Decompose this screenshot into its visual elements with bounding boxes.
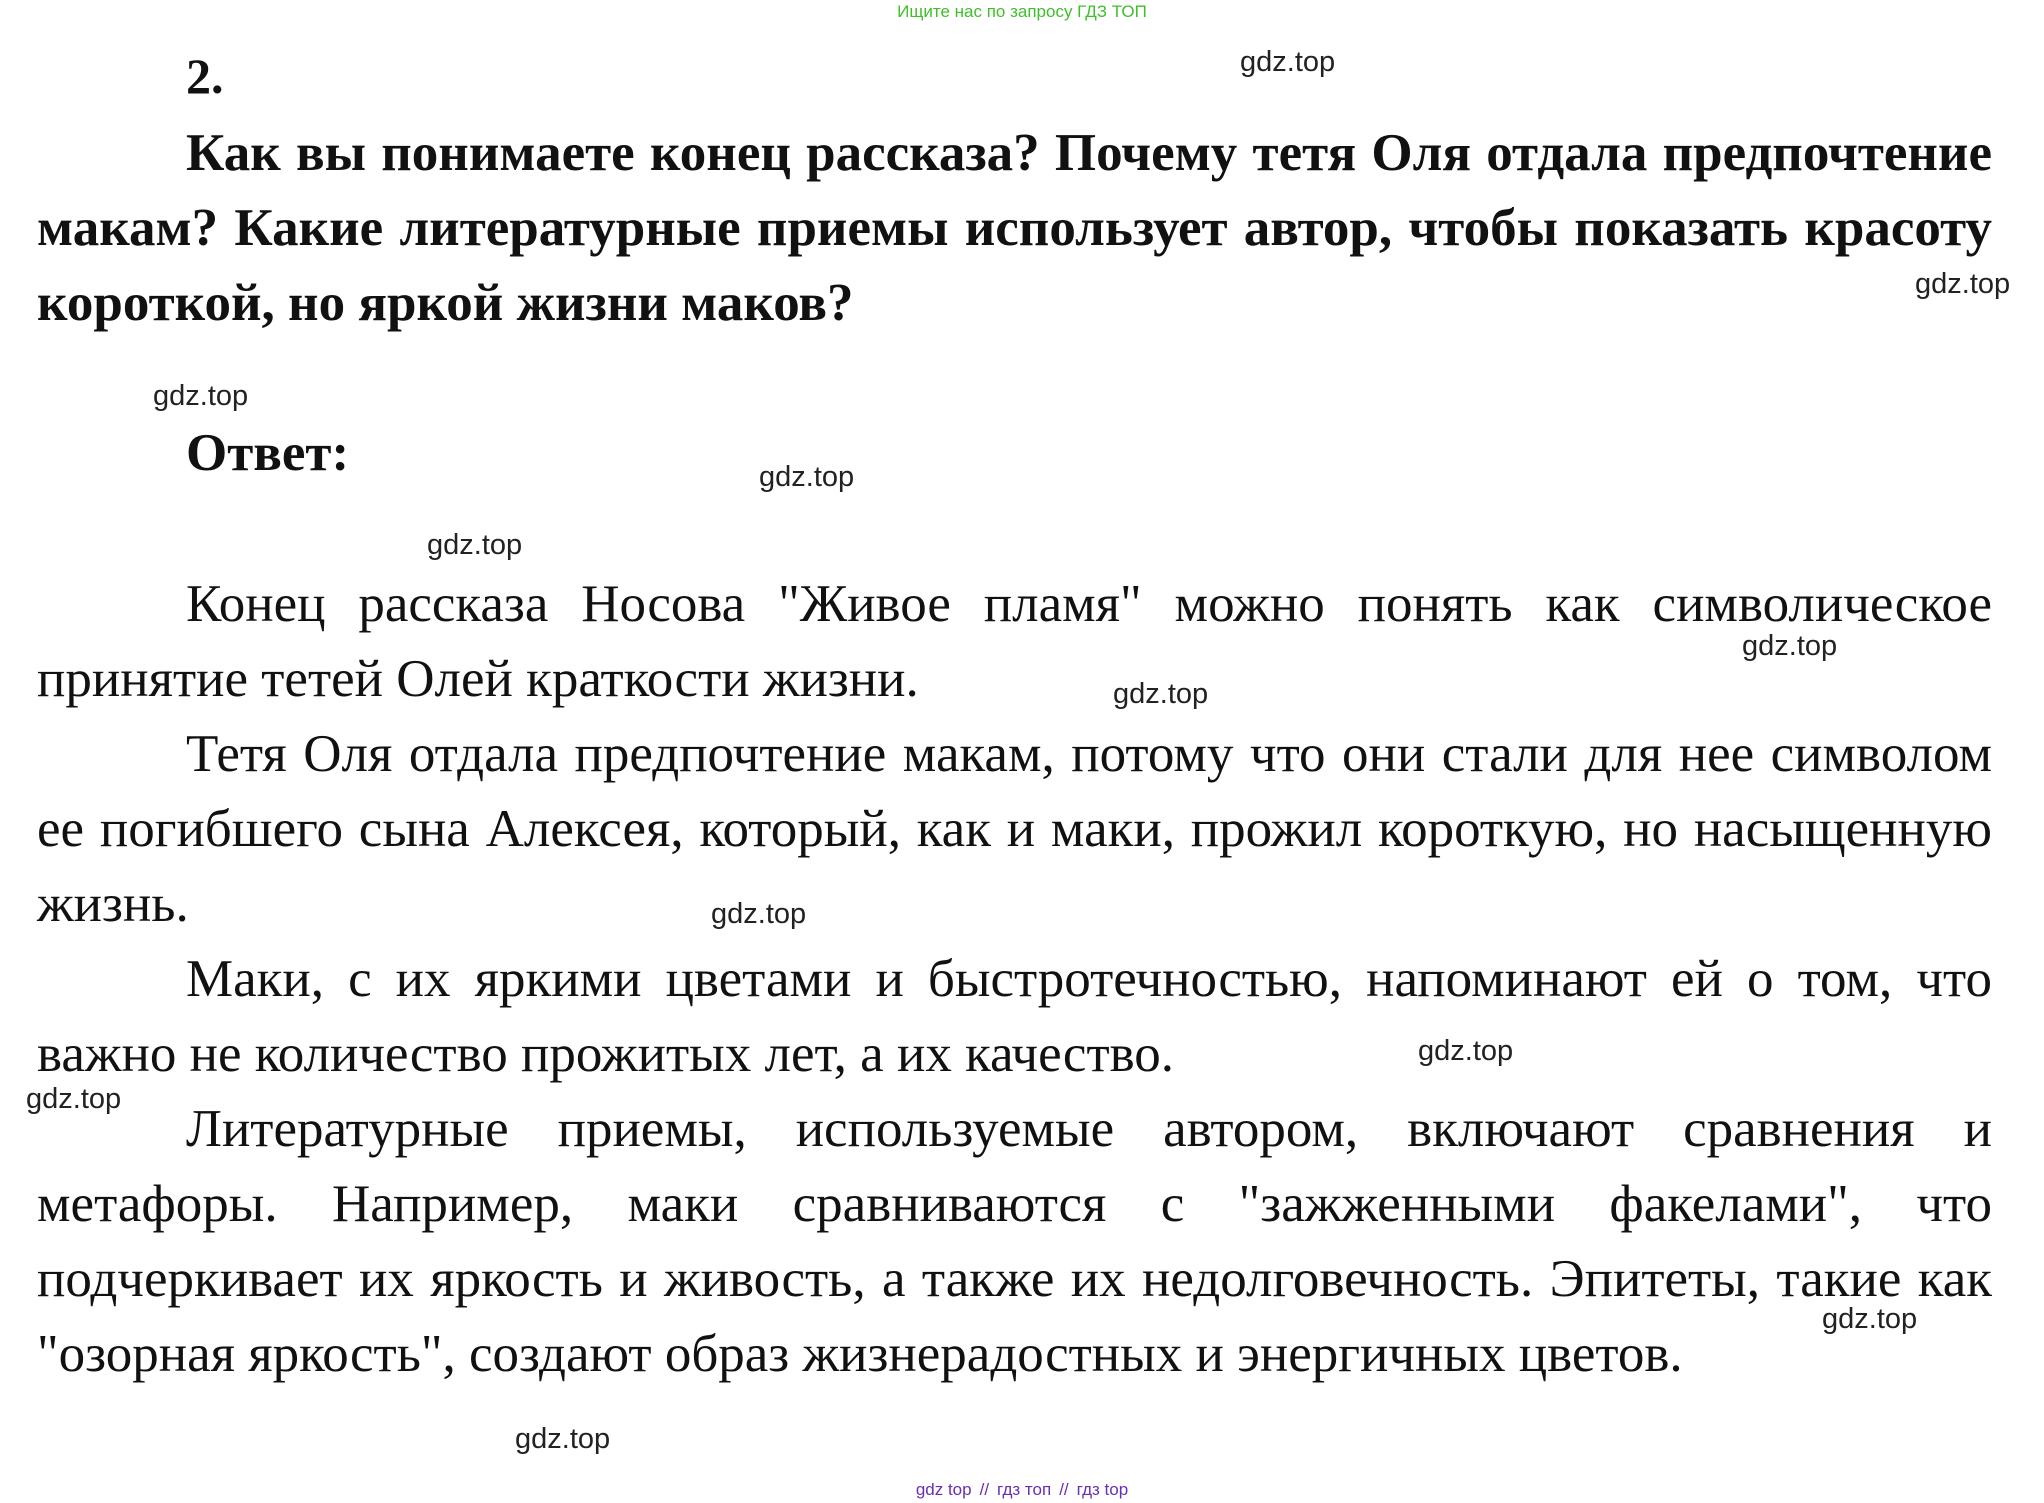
watermark: gdz.top bbox=[427, 529, 523, 561]
watermark: gdz.top bbox=[1915, 268, 2011, 300]
watermark: gdz.top bbox=[26, 1083, 122, 1115]
watermark: gdz.top bbox=[1418, 1035, 1514, 1067]
answer-paragraph: Тетя Оля отдала предпочтение макам, потому что они стали для нее символом ее погибшего сына Алексея, который, как и маки, прожил короткую, но насыщенную жизнь. bbox=[37, 725, 1992, 933]
footer-separator: // bbox=[979, 1480, 990, 1499]
footer-separator: // bbox=[1059, 1480, 1069, 1499]
footer-links bbox=[0, 1480, 2044, 1500]
answer-body bbox=[37, 567, 1992, 1392]
watermark: gdz.top bbox=[1113, 678, 1209, 710]
watermark: gdz.top bbox=[153, 380, 249, 412]
watermark: gdz.top bbox=[1742, 630, 1838, 662]
answer-paragraph: Конец рассказа Носова "Живое пламя" можно понять как символическое принятие тетей Олей краткости жизни. bbox=[37, 575, 1992, 708]
task-number: 2. bbox=[186, 48, 224, 104]
answer-paragraph: Литературные приемы, используемые автором, включают сравнения и метафоры. Например, маки сравниваются с "зажженными факелами", что подчеркивает их яркость и живость, а также их недолговечность. Эпитеты, такие как "озорная яркость", создают образ жизнерадостных и энергичных цветов. bbox=[37, 1100, 1992, 1383]
task-question: Как вы понимаете конец рассказа? Почему тетя Оля отдала предпочтение макам? Какие литературные приемы использует автор, чтобы показать красоту короткой, но яркой жизни маков? bbox=[37, 124, 1992, 332]
top-banner: Ищите нас по запросу ГДЗ ТОП bbox=[897, 2, 1147, 21]
footer-link[interactable]: гдз топ bbox=[997, 1480, 1052, 1499]
watermark: gdz.top bbox=[759, 461, 855, 493]
watermark: gdz.top bbox=[711, 898, 807, 930]
watermark: gdz.top bbox=[1822, 1303, 1918, 1335]
answer-label: Ответ: bbox=[186, 424, 350, 482]
watermark: gdz.top bbox=[515, 1423, 611, 1455]
answer-paragraph: Маки, с их яркими цветами и быстротечностью, напоминают ей о том, что важно не количество прожитых лет, а их качество. bbox=[37, 950, 1992, 1083]
watermark: gdz.top bbox=[1240, 46, 1336, 78]
footer-link[interactable]: gdz top bbox=[915, 1480, 972, 1499]
footer-link[interactable]: гдз top bbox=[1076, 1480, 1129, 1499]
